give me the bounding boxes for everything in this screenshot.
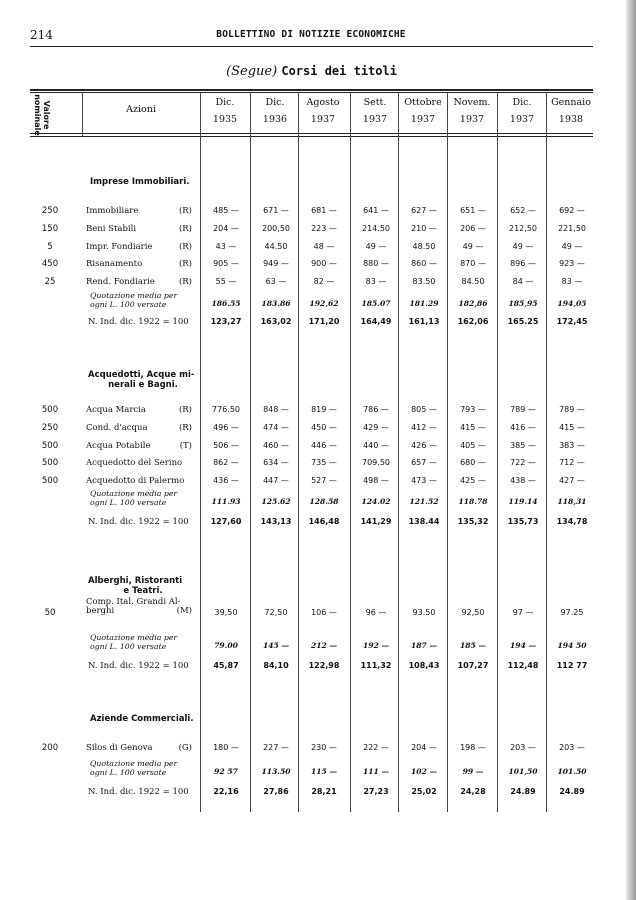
nominal-value: 25	[44, 277, 56, 287]
stock-name	[86, 421, 198, 435]
price-cell: 436 —	[213, 476, 239, 485]
column-header-year: 1937	[310, 114, 336, 125]
stock-name-text: Risanamento	[86, 259, 143, 269]
price-cell: 498 —	[363, 476, 389, 485]
exchange-tag: (R)	[178, 423, 192, 433]
index-cell: 141,29	[360, 517, 392, 526]
price-cell: 870 —	[460, 259, 486, 268]
price-cell: 709.50	[362, 458, 390, 467]
index-label: N. Ind. dic. 1922 = 100	[88, 317, 189, 327]
index-cell: 112,48	[507, 661, 539, 670]
price-cell: 221,50	[558, 224, 586, 233]
price-cell: 651 —	[460, 206, 486, 215]
section-heading	[88, 370, 198, 390]
price-cell: 671 —	[263, 206, 289, 215]
quotazione-cell: 101.50	[557, 767, 587, 776]
price-cell: 82 —	[313, 277, 335, 286]
index-cell: 162,06	[457, 317, 489, 326]
quotazione-cell: 187 —	[410, 641, 438, 650]
price-cell: 634 —	[263, 458, 289, 467]
price-cell: 223 —	[311, 224, 337, 233]
quotazione-cell: 128.58	[309, 497, 339, 506]
exchange-tag: (R)	[178, 277, 192, 287]
column-header-month: Novem.	[453, 97, 491, 108]
price-cell: 92,50	[461, 608, 485, 617]
price-cell: 49 —	[512, 242, 534, 251]
quotazione-cell: 79.00	[214, 641, 238, 650]
table-row	[0, 403, 636, 417]
table-row	[0, 741, 636, 755]
quotazione-label-line: Quotazione media per	[90, 489, 178, 498]
price-cell: 657 —	[411, 458, 437, 467]
quotazione-cell: 121.52	[409, 497, 439, 506]
quotazione-label-line: Quotazione media per	[90, 759, 178, 768]
stock-name	[86, 240, 198, 254]
section-heading-line: e Teatri.	[123, 586, 163, 596]
price-cell: 83.50	[412, 277, 436, 286]
stock-name-text: Acquedotto del Serino	[86, 458, 183, 468]
quotazione-cell: 118,31	[557, 497, 587, 506]
index-cell: 134,78	[556, 517, 588, 526]
stock-name	[86, 204, 198, 218]
index-cell: 127,60	[210, 517, 242, 526]
price-cell: 789 —	[510, 405, 536, 414]
price-cell: 55 —	[215, 277, 237, 286]
index-cell: 22,16	[213, 787, 239, 796]
price-cell: 84 —	[512, 277, 534, 286]
quotazione-cell: 119.14	[508, 497, 538, 506]
nominal-value: 150	[41, 224, 59, 234]
column-header-year: 1935	[212, 114, 238, 125]
quotazione-cell: 102 —	[410, 767, 438, 776]
stock-name-text: Rend. Fondiarie	[86, 277, 155, 287]
valore-nominale-header: Valore nominale	[33, 94, 51, 136]
price-cell: 49 —	[462, 242, 484, 251]
exchange-tag: (R)	[178, 206, 192, 216]
column-header-month: Sett.	[363, 97, 387, 108]
price-cell: 438 —	[510, 476, 536, 485]
index-cell: 28,21	[311, 787, 337, 796]
stock-name-text: Impr. Fondiarie	[86, 242, 153, 252]
quotazione-label-line: Quotazione media per	[90, 633, 178, 642]
index-row	[0, 515, 636, 529]
exchange-tag: (G)	[178, 743, 192, 753]
column-header-month: Dic.	[215, 97, 235, 108]
quotazione-cell: 212 —	[310, 641, 338, 650]
section-heading-line: nerali e Bagni.	[108, 380, 178, 390]
price-cell: 527 —	[311, 476, 337, 485]
column-header-month: Dic.	[512, 97, 532, 108]
stock-name-text: Immobiliare	[86, 206, 139, 216]
index-cell: 135,32	[457, 517, 489, 526]
column-header-month: Ottobre	[404, 97, 442, 108]
index-cell: 27,86	[263, 787, 289, 796]
column-header-year: 1937	[459, 114, 485, 125]
index-cell: 108,43	[408, 661, 440, 670]
stock-name-text-2: berghi	[86, 606, 115, 616]
stock-name-text: Comp. Ital. Grandi Al-	[86, 597, 181, 607]
price-cell: 200,50	[262, 224, 290, 233]
table-top-rule	[30, 89, 593, 91]
table-row	[0, 240, 636, 254]
stock-name	[86, 257, 198, 271]
quotazione-label	[90, 759, 202, 777]
stock-name	[86, 741, 198, 755]
price-cell: 204 —	[411, 743, 437, 752]
price-cell: 880 —	[363, 259, 389, 268]
exchange-tag: (R)	[178, 224, 192, 234]
exchange-tag: (R)	[178, 242, 192, 252]
price-cell: 426 —	[411, 441, 437, 450]
nominal-value: 250	[41, 206, 59, 216]
column-header-year: 1937	[410, 114, 436, 125]
table-row	[0, 421, 636, 435]
section-heading-line: Alberghi, Ristoranti	[88, 576, 183, 586]
index-cell: 135,73	[507, 517, 539, 526]
nominal-value: 500	[41, 458, 59, 468]
price-cell: 212,50	[509, 224, 537, 233]
stock-name	[86, 275, 198, 289]
price-cell: 776.50	[212, 405, 240, 414]
index-cell: 143,13	[260, 517, 292, 526]
quotazione-cell: 183.86	[261, 299, 291, 308]
running-head-title: BOLLETTINO DI NOTIZIE ECONOMICHE	[216, 29, 406, 40]
nominal-value: 500	[41, 441, 59, 451]
price-cell: 63 —	[265, 277, 287, 286]
column-header-month: Dic.	[265, 97, 285, 108]
stock-name	[86, 439, 198, 453]
index-cell: 24,28	[460, 787, 486, 796]
price-cell: 641 —	[363, 206, 389, 215]
nominal-value: 200	[41, 743, 59, 753]
price-cell: 93.50	[412, 608, 436, 617]
index-cell: 112 77	[556, 661, 588, 670]
price-cell: 896 —	[510, 259, 536, 268]
price-cell: 222 —	[363, 743, 389, 752]
stock-name-text: Cond. d'acqua	[86, 423, 148, 433]
exchange-tag: (T)	[179, 441, 192, 451]
price-cell: 48.50	[412, 242, 436, 251]
price-cell: 447 —	[263, 476, 289, 485]
title-main: Corsi dei titoli	[281, 64, 397, 78]
nominal-value: 500	[41, 476, 59, 486]
header-bottom-rule-2	[30, 136, 593, 137]
index-cell: 122,98	[308, 661, 340, 670]
price-cell: 48 —	[313, 242, 335, 251]
quotazione-cell: 194,05	[557, 299, 587, 308]
price-cell: 627 —	[411, 206, 437, 215]
nominal-value: 250	[41, 423, 59, 433]
price-cell: 106 —	[311, 608, 337, 617]
quotazione-cell: 192 —	[362, 641, 390, 650]
price-cell: 214.50	[362, 224, 390, 233]
index-cell: 164,49	[360, 317, 392, 326]
azioni-header: Azioni	[126, 104, 156, 115]
price-cell: 460 —	[263, 441, 289, 450]
price-cell: 425 —	[460, 476, 486, 485]
price-cell: 427 —	[559, 476, 585, 485]
section-heading-line: Acquedotti, Acque mi-	[88, 370, 195, 380]
index-cell: 111,32	[360, 661, 392, 670]
table-row	[0, 275, 636, 289]
quotazione-cell: 181.29	[409, 299, 439, 308]
quotazione-label	[90, 291, 202, 309]
index-cell: 24.89	[510, 787, 536, 796]
price-cell: 900 —	[311, 259, 337, 268]
quotazione-cell: 182,86	[458, 299, 488, 308]
index-cell: 171,20	[308, 317, 340, 326]
price-cell: 440 —	[363, 441, 389, 450]
stock-name	[86, 598, 198, 616]
quotazione-cell: 192,62	[309, 299, 339, 308]
price-cell: 405 —	[460, 441, 486, 450]
quotazione-cell: 185 —	[459, 641, 487, 650]
index-row	[0, 785, 636, 799]
price-cell: 485 —	[213, 206, 239, 215]
price-cell: 789 —	[559, 405, 585, 414]
index-cell: 161,13	[408, 317, 440, 326]
price-cell: 416 —	[510, 423, 536, 432]
quotazione-cell: 115 —	[310, 767, 338, 776]
quotazione-label	[90, 633, 202, 651]
quotazione-cell: 124.02	[361, 497, 391, 506]
stock-name-text: Beni Stabili	[86, 224, 137, 234]
table-row	[0, 204, 636, 218]
quotazione-cell: 125.62	[261, 497, 291, 506]
price-cell: 44.50	[264, 242, 288, 251]
nominal-value: 5	[47, 242, 53, 252]
price-cell: 49 —	[365, 242, 387, 251]
nominal-value: 50	[44, 608, 56, 618]
price-cell: 848 —	[263, 405, 289, 414]
section-heading	[88, 576, 198, 596]
price-cell: 692 —	[559, 206, 585, 215]
stock-name-text: Silos di Genova	[86, 743, 153, 753]
index-cell: 163,02	[260, 317, 292, 326]
price-cell: 474 —	[263, 423, 289, 432]
price-cell: 473 —	[411, 476, 437, 485]
page-number: 214	[30, 28, 53, 42]
price-cell: 227 —	[263, 743, 289, 752]
price-cell: 415 —	[559, 423, 585, 432]
exchange-tag: (R)	[178, 259, 192, 269]
index-cell: 165.25	[507, 317, 539, 326]
column-header-year: 1937	[362, 114, 388, 125]
quotazione-cell: 101,50	[508, 767, 538, 776]
price-cell: 43 —	[215, 242, 237, 251]
quotazione-cell: 111.93	[211, 497, 241, 506]
index-cell: 45,87	[213, 661, 239, 670]
price-cell: 793 —	[460, 405, 486, 414]
column-header-month: Gennaio	[551, 97, 591, 108]
column-header-year: 1938	[558, 114, 584, 125]
quotazione-label-line: ogni L. 100 versate	[90, 300, 167, 309]
exchange-tag: (R)	[178, 405, 192, 415]
index-cell: 107,27	[457, 661, 489, 670]
quotazione-label-line: ogni L. 100 versate	[90, 642, 167, 651]
index-label: N. Ind. dic. 1922 = 100	[88, 787, 189, 797]
quotazione-cell: 118.78	[458, 497, 488, 506]
price-cell: 203 —	[510, 743, 536, 752]
price-cell: 786 —	[363, 405, 389, 414]
price-cell: 39,50	[214, 608, 238, 617]
index-row	[0, 315, 636, 329]
table-row	[0, 456, 636, 470]
price-cell: 905 —	[213, 259, 239, 268]
stock-name	[86, 222, 198, 236]
price-cell: 450 —	[311, 423, 337, 432]
quotazione-row	[0, 489, 636, 507]
index-row	[0, 659, 636, 673]
stock-name	[86, 474, 198, 488]
quotazione-cell: 185.07	[361, 299, 391, 308]
table-row	[0, 257, 636, 271]
index-cell: 138.44	[408, 517, 440, 526]
quotazione-cell: 113.50	[261, 767, 291, 776]
quotazione-label-line: ogni L. 100 versate	[90, 768, 167, 777]
price-cell: 97 —	[512, 608, 534, 617]
quotazione-cell: 92 57	[214, 767, 238, 776]
index-cell: 25,02	[411, 787, 437, 796]
stock-name-text: Acqua Potabile	[86, 441, 151, 451]
index-cell: 84,10	[263, 661, 289, 670]
quotazione-cell: 186.55	[211, 299, 241, 308]
quotazione-row	[0, 633, 636, 651]
quotazione-cell: 145 —	[262, 641, 290, 650]
index-cell: 123,27	[210, 317, 242, 326]
price-cell: 96 —	[365, 608, 387, 617]
table-row	[0, 439, 636, 453]
price-cell: 230 —	[311, 743, 337, 752]
stock-name	[86, 403, 198, 417]
quotazione-row	[0, 759, 636, 777]
price-cell: 204 —	[213, 224, 239, 233]
price-cell: 652 —	[510, 206, 536, 215]
price-cell: 506 —	[213, 441, 239, 450]
price-cell: 496 —	[213, 423, 239, 432]
price-cell: 429 —	[363, 423, 389, 432]
price-cell: 72,50	[264, 608, 288, 617]
price-cell: 84.50	[461, 277, 485, 286]
price-cell: 446 —	[311, 441, 337, 450]
stock-name-text: Acquedotto di Palermo	[86, 476, 185, 486]
price-cell: 412 —	[411, 423, 437, 432]
price-cell: 805 —	[411, 405, 437, 414]
section-heading: Aziende Commerciali.	[90, 714, 194, 724]
column-header-year: 1936	[262, 114, 288, 125]
column-divider	[82, 92, 83, 136]
price-cell: 949 —	[263, 259, 289, 268]
quotazione-cell: 194 50	[557, 641, 587, 650]
quotazione-row	[0, 291, 636, 309]
price-cell: 83 —	[365, 277, 387, 286]
price-cell: 97.25	[560, 608, 584, 617]
quotazione-label	[90, 489, 202, 507]
price-cell: 862 —	[213, 458, 239, 467]
price-cell: 206 —	[460, 224, 486, 233]
price-cell: 860 —	[411, 259, 437, 268]
quotazione-cell: 99 —	[462, 767, 484, 776]
price-cell: 681 —	[311, 206, 337, 215]
stock-name	[86, 456, 198, 470]
title-segue: (Segue)	[226, 64, 278, 79]
quotazione-label-line: ogni L. 100 versate	[90, 498, 167, 507]
stock-name-text: Acqua Marcia	[86, 405, 146, 415]
section-heading: Imprese Immobiliari.	[90, 177, 190, 187]
column-header-year: 1937	[509, 114, 535, 125]
table-row	[0, 474, 636, 488]
index-label: N. Ind. dic. 1922 = 100	[88, 661, 189, 671]
index-cell: 172,45	[556, 317, 588, 326]
price-cell: 735 —	[311, 458, 337, 467]
price-cell: 680 —	[460, 458, 486, 467]
price-cell: 203 —	[559, 743, 585, 752]
price-cell: 385 —	[510, 441, 536, 450]
nominal-value: 450	[41, 259, 59, 269]
table-row	[0, 222, 636, 236]
column-header-month: Agosto	[306, 97, 340, 108]
price-cell: 383 —	[559, 441, 585, 450]
index-cell: 24.89	[559, 787, 585, 796]
index-label: N. Ind. dic. 1922 = 100	[88, 517, 189, 527]
quotazione-cell: 194 —	[509, 641, 537, 650]
nominal-value: 500	[41, 405, 59, 415]
index-cell: 27,23	[363, 787, 389, 796]
price-cell: 712 —	[559, 458, 585, 467]
price-cell: 210 —	[411, 224, 437, 233]
price-cell: 722 —	[510, 458, 536, 467]
quotazione-cell: 185,95	[508, 299, 538, 308]
price-cell: 49 —	[561, 242, 583, 251]
price-cell: 415 —	[460, 423, 486, 432]
price-cell: 923 —	[559, 259, 585, 268]
price-cell: 83 —	[561, 277, 583, 286]
index-cell: 146,48	[308, 517, 340, 526]
quotazione-label-line: Quotazione media per	[90, 291, 178, 300]
price-cell: 198 —	[460, 743, 486, 752]
price-cell: 180 —	[213, 743, 239, 752]
header-bottom-rule	[30, 133, 593, 134]
exchange-tag: (M)	[176, 606, 192, 616]
table-row	[0, 597, 636, 620]
price-cell: 819 —	[311, 405, 337, 414]
quotazione-cell: 111 —	[362, 767, 390, 776]
